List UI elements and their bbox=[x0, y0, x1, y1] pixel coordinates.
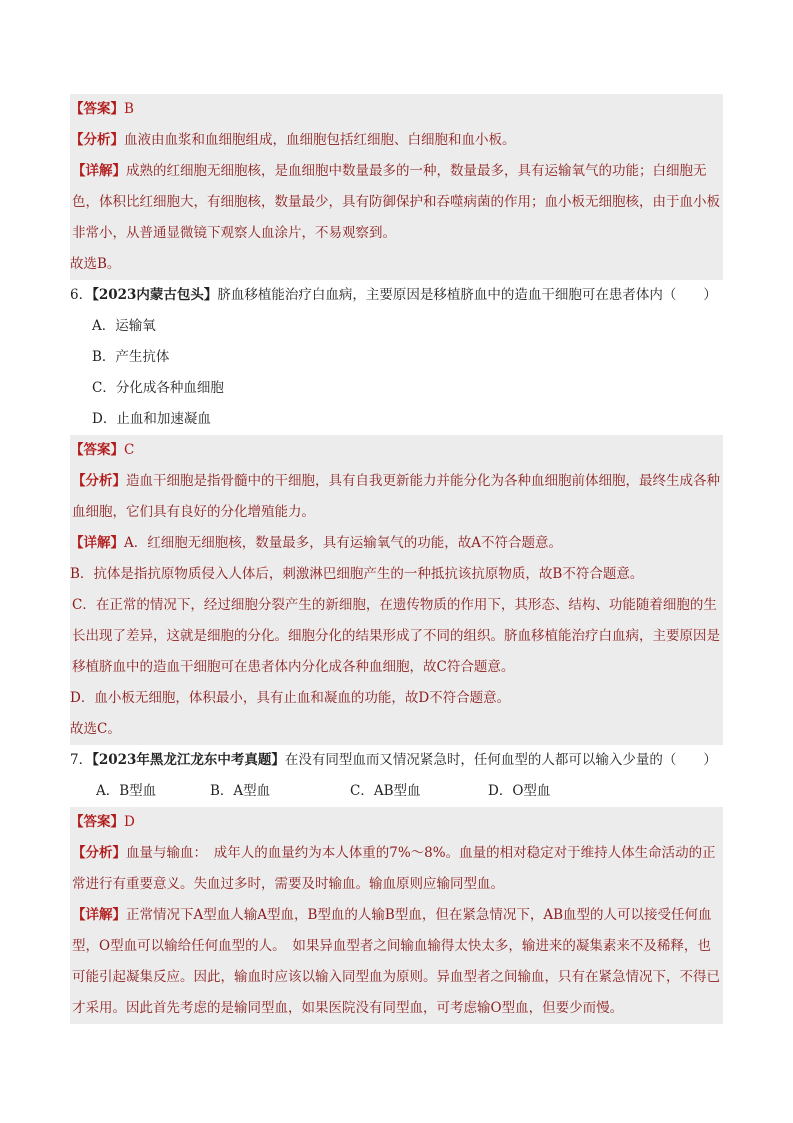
option-b: B．产生抗体 bbox=[92, 349, 170, 365]
analysis-tag: 【分析】 bbox=[72, 845, 126, 861]
option-d: D．止血和加速凝血 bbox=[92, 411, 211, 427]
question-source: 【2023内蒙古包头】 bbox=[92, 287, 218, 303]
answer-value: B bbox=[124, 101, 134, 117]
question-number: 6． bbox=[70, 287, 93, 303]
conclusion-text: 故选B。 bbox=[70, 256, 121, 272]
detail-line-a bbox=[70, 528, 723, 559]
analysis-tag: 【分析】 bbox=[72, 473, 126, 489]
detail-text-b: B．抗体是指抗原物质侵入人体后，刺激淋巴细胞产生的一种抵抗该抗原物质，故B不符合题意。 bbox=[70, 566, 644, 582]
option-d: D．O型血 bbox=[488, 783, 551, 799]
detail-text-d: D．血小板无细胞，体积最小，具有止血和凝血的功能，故D不符合题意。 bbox=[70, 690, 511, 706]
question-7 bbox=[70, 745, 723, 807]
analysis-line bbox=[70, 125, 723, 156]
option-a: A．B型血 bbox=[96, 783, 157, 799]
answer-line bbox=[70, 807, 723, 838]
answer-block-5 bbox=[70, 94, 723, 280]
question-source: 【2023年黑龙江龙东中考真题】 bbox=[92, 752, 285, 768]
detail-text: 成熟的红细胞无细胞核，是血细胞中数量最多的一种，数量最多，具有运输氧气的功能；白细胞无色，体积比红细胞大，有细胞核，数量最少，具有防御保护和吞噬病菌的作用；血小板无细胞核，由于血小板非常小，从普通显微镜下观察人血涂片，不易观察到。 bbox=[72, 163, 720, 241]
detail-paragraph bbox=[70, 900, 723, 1024]
option-c: C．分化成各种血细胞 bbox=[92, 380, 224, 396]
detail-tag: 【详解】 bbox=[72, 907, 126, 923]
detail-paragraph bbox=[70, 156, 723, 249]
conclusion-text: 故选C。 bbox=[70, 721, 121, 737]
detail-tag: 【详解】 bbox=[72, 163, 126, 179]
question-stem bbox=[70, 280, 723, 311]
analysis-paragraph bbox=[70, 466, 723, 528]
answer-value: D bbox=[124, 814, 135, 830]
analysis-text: 血量与输血： 成年人的血量约为本人体重的7%～8%。血量的相对稳定对于维持人体生命活动的正常进行有重要意义。失血过多时，需要及时输血。输血原则应输同型血。 bbox=[72, 845, 716, 892]
question-number: 7． bbox=[70, 752, 93, 768]
option-a: A．运输氧 bbox=[92, 318, 156, 334]
answer-line bbox=[70, 94, 723, 125]
question-text: 在没有同型血而又情况紧急时，任何血型的人都可以输入少量的（ ） bbox=[284, 752, 717, 768]
analysis-text: 血液由血浆和血细胞组成，血细胞包括红细胞、白细胞和血小板。 bbox=[124, 132, 516, 148]
detail-text: 正常情况下A型血人输A型血，B型血的人输B型血，但在紧急情况下，AB血型的人可以接受任何血型，O型血可以输给任何血型的人。 如果异血型者之间输血输得太快太多，输进来的凝集素来不及稀释，也可能引起凝集反应。因此，输血时应该以输入同型血为原则。异血型者之间输血，只有在紧急情况下，不得已才采用。因此首先考虑的是输同型血，如果医院没有同型血，可考虑输O型血，但要少而慢。 bbox=[72, 907, 720, 1016]
analysis-paragraph bbox=[70, 838, 723, 900]
option-c: C．AB型血 bbox=[350, 783, 421, 799]
analysis-tag: 【分析】 bbox=[70, 132, 124, 148]
detail-text-c: C．在正常的情况下，经过细胞分裂产生的新细胞，在遗传物质的作用下，其形态、结构、功能随着细胞的生长出现了差异，这就是细胞的分化。细胞分化的结果形成了不同的组织。脐血移植能治疗白血病，主要原因是移植脐血中的造血干细胞可在患者体内分化成各种血细胞，故C符合题意。 bbox=[72, 597, 720, 675]
option-b: B．A型血 bbox=[210, 783, 271, 799]
detail-text-a: A．红细胞无细胞核，数量最多，具有运输氧气的功能，故A不符合题意。 bbox=[124, 535, 562, 551]
question-text: 脐血移植能治疗白血病，主要原因是移植脐血中的造血干细胞可在患者体内（ ） bbox=[217, 287, 717, 303]
detail-tag: 【详解】 bbox=[70, 535, 124, 551]
answer-value: C bbox=[124, 442, 135, 458]
answer-tag: 【答案】 bbox=[70, 442, 124, 458]
answer-block-6 bbox=[70, 435, 723, 745]
question-stem bbox=[70, 745, 723, 776]
answer-tag: 【答案】 bbox=[70, 814, 124, 830]
question-6 bbox=[70, 280, 723, 435]
options-row bbox=[70, 776, 723, 807]
analysis-text: 造血干细胞是指骨髓中的干细胞，具有自我更新能力并能分化为各种血细胞前体细胞，最终生成各种血细胞，它们具有良好的分化增殖能力。 bbox=[72, 473, 720, 520]
answer-line bbox=[70, 435, 723, 466]
answer-tag: 【答案】 bbox=[70, 101, 124, 117]
answer-block-7 bbox=[70, 807, 723, 1024]
document-page bbox=[70, 94, 723, 1024]
